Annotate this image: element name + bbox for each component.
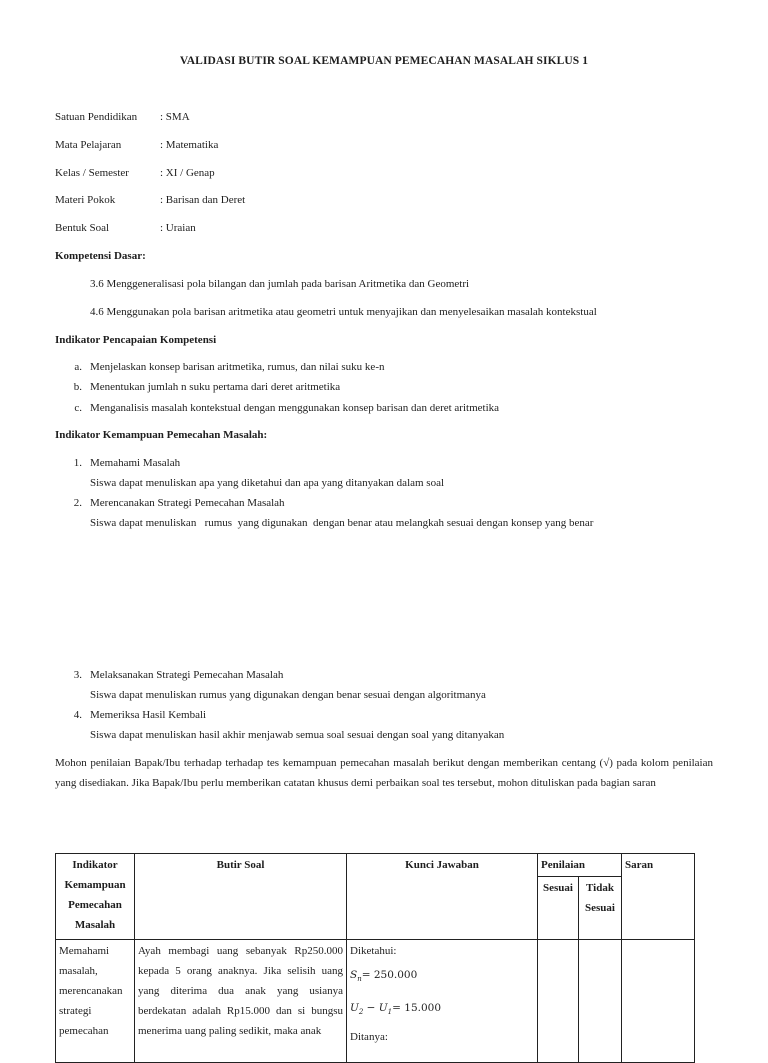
indicator-desc: Siswa dapat menuliskan apa yang diketahui dan apa yang ditanyakan dalam soal xyxy=(90,477,445,489)
list-item: Menganalisis masalah kontekstual dengan menggunakan konsep barisan dan deret aritmetika xyxy=(90,402,500,414)
cell-saran[interactable] xyxy=(622,940,695,1063)
list-marker: c. xyxy=(74,402,82,414)
cell-tidak-sesuai-check[interactable] xyxy=(579,940,622,1063)
cell-indikator-text: Memahami masalah, merencanakan strategi pemecahan xyxy=(59,945,123,1037)
value-satuan-pendidikan: : SMA xyxy=(160,111,190,123)
list-marker: 3. xyxy=(73,669,82,681)
indicator-title: Merencanakan Strategi Pemecahan Masalah xyxy=(90,497,285,509)
math-sn-symbol: $S_n$ xyxy=(350,969,362,984)
validation-table xyxy=(55,853,695,1063)
kunci-diketahui-label: Diketahui: xyxy=(350,945,397,957)
header-saran: Saran xyxy=(622,854,695,940)
kompetensi-item: 3.6 Menggeneralisasi pola bilangan dan jumlah pada barisan Aritmetika dan Geometri xyxy=(90,278,470,290)
list-item: Menjelaskan konsep barisan aritmetika, rumus, dan nilai suku ke-n xyxy=(90,361,385,373)
indikator-pencapaian-heading: Indikator Pencapaian Kompetensi xyxy=(55,334,217,346)
label-mata-pelajaran: Mata Pelajaran xyxy=(55,139,122,151)
document-title: VALIDASI BUTIR SOAL KEMAMPUAN PEMECAHAN MASALAH SIKLUS 1 xyxy=(179,55,589,67)
cell-butir-soal-text: Ayah membagi uang sebanyak Rp250.000 kepada 5 orang anaknya. Jika selisih uang yang diterima dua anak yang usianya berdekatan adalah Rp15.000 dan si bungsu menerima uang paling sedikit, maka anak xyxy=(138,945,343,1037)
list-marker: 2. xyxy=(73,497,82,509)
instruction-paragraph: Mohon penilaian Bapak/Ibu terhadap terhadap tes kemampuan pemecahan masalah berikut dengan memberikan centang (√) pada kolom penilaian yang disediakan. Jika Bapak/Ibu perlu memberikan catatan khusus demi perbaikan soal tes tersebut, mohon dituliskan pada bagian saran xyxy=(55,757,713,789)
list-marker: 4. xyxy=(73,709,82,721)
math-sn-value: = 250.000 xyxy=(361,969,418,981)
indikator-kemampuan-heading: Indikator Kemampuan Pemecahan Masalah: xyxy=(55,429,268,441)
indicator-title: Memahami Masalah xyxy=(90,457,181,469)
label-bentuk-soal: Bentuk Soal xyxy=(55,222,110,234)
kunci-ditanya-label: Ditanya: xyxy=(350,1031,388,1044)
value-bentuk-soal: : Uraian xyxy=(160,222,196,234)
label-satuan-pendidikan: Satuan Pendidikan xyxy=(55,111,138,123)
indicator-desc: Siswa dapat menuliskan hasil akhir menjawab semua soal sesuai dengan soal yang ditanyakan xyxy=(90,729,505,741)
kompetensi-dasar-heading: Kompetensi Dasar: xyxy=(55,250,146,262)
kunci-equation-difference xyxy=(350,994,534,1027)
label-materi-pokok: Materi Pokok xyxy=(55,194,116,206)
indicator-desc: Siswa dapat menuliskan rumus yang digunakan dengan benar sesuai dengan algoritmanya xyxy=(90,689,486,701)
kompetensi-item: 4.6 Menggunakan pola barisan aritmetika atau geometri untuk menyajikan dan menyelesaikan masalah kontekstual xyxy=(90,306,597,318)
indicator-desc: Siswa dapat menuliskan rumus yang digunakan dengan benar atau melangkah sesuai dengan konsep yang benar xyxy=(90,517,594,529)
math-difference-value: = 15.000 xyxy=(392,1002,442,1015)
value-kelas-semester: : XI / Genap xyxy=(160,167,215,179)
header-sesuai: Sesuai xyxy=(538,877,579,940)
value-materi-pokok: : Barisan dan Deret xyxy=(160,194,246,206)
header-tidak-sesuai: Tidak Sesuai xyxy=(579,877,622,940)
label-kelas-semester: Kelas / Semester xyxy=(55,167,129,179)
indicator-title: Memeriksa Hasil Kembali xyxy=(90,709,207,721)
kunci-equation-sn xyxy=(350,961,534,994)
list-marker: 1. xyxy=(73,457,82,469)
cell-sesuai-check[interactable] xyxy=(538,940,579,1063)
list-marker: a. xyxy=(74,361,82,373)
header-penilaian: Penilaian xyxy=(538,854,622,877)
header-butir-soal: Butir Soal xyxy=(135,854,347,940)
value-mata-pelajaran: : Matematika xyxy=(160,139,219,151)
cell-indikator xyxy=(56,940,135,1063)
list-marker: b. xyxy=(73,381,82,393)
header-kunci-jawaban: Kunci Jawaban xyxy=(347,854,538,940)
math-u2-minus-u1: $U_2 - U_1$ xyxy=(350,1002,393,1017)
indicator-title: Melaksanakan Strategi Pemecahan Masalah xyxy=(90,669,284,681)
cell-butir-soal xyxy=(135,940,347,1063)
cell-kunci-jawaban xyxy=(347,940,538,1063)
list-item: Menentukan jumlah n suku pertama dari deret aritmetika xyxy=(90,381,341,393)
header-indikator: Indikator Kemampuan Pemecahan Masalah xyxy=(56,854,135,940)
